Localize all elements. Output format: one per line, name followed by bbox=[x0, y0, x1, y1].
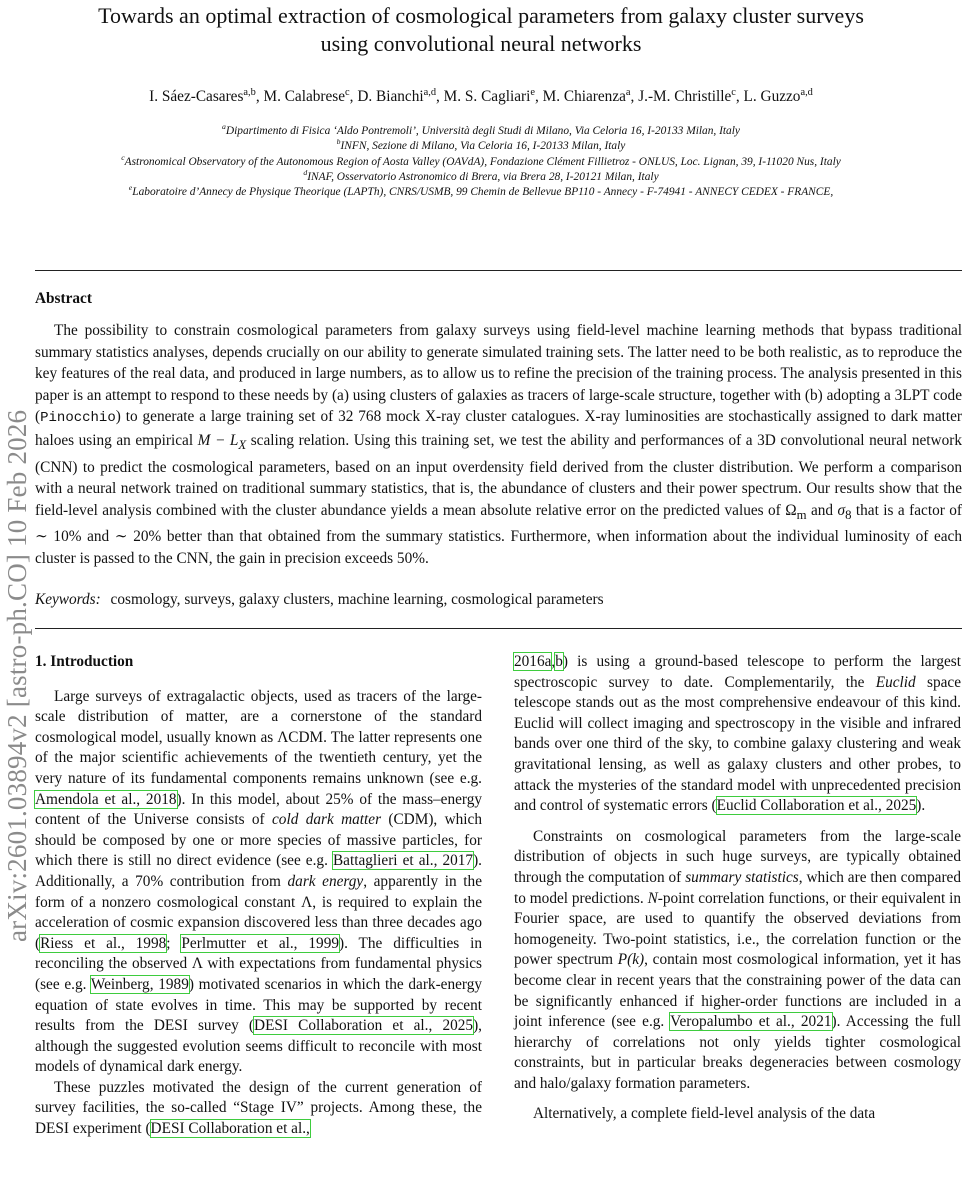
text-run: scaling relation. Using this training set, we test the ability and performances of a 3D convolutional neural network (CNN) to predict the cosmological parameters, based on an input overdensity field derived from the cluster distribution. We perform a comparison with a neural network trained on traditional summary statistics, that is, the abundance of clusters and their power spectrum. Our results show that the field-level analysis combined with the cluster abundance yields a mean absolute relative error on the predicted values of bbox=[35, 431, 962, 519]
text-run: ). In this model, about 25% of the mass–energy content of the Universe consists of bbox=[35, 790, 483, 829]
affiliation-text: INAF, Osservatorio Astronomico di Brera, via Brera 28, I-20121 Milan, Italy bbox=[307, 170, 659, 183]
text-run: Constraints on cosmological parameters from the large-scale distribution of objects in such huge surveys, are typically obtained through the computation of bbox=[514, 827, 961, 886]
abstract-heading: Abstract bbox=[35, 290, 92, 307]
text-run: , contain most cosmological information, yet it has become clear in recent years that the constraining power of the data can be significantly enhanced if higher-order functions are included in a joint inference (see e.g. bbox=[514, 951, 961, 1031]
author: M. Chiarenza bbox=[542, 88, 626, 105]
author-affil-mark: a,b bbox=[243, 86, 256, 98]
paragraph bbox=[514, 652, 961, 817]
affiliation-mark: a bbox=[222, 122, 226, 132]
keywords-text: cosmology, surveys, galaxy clusters, machine learning, cosmological parameters bbox=[110, 591, 604, 608]
math: P(k) bbox=[617, 951, 645, 969]
affiliation-text: Dipartimento di Fisica ‘Aldo Pontremoli’, Università degli Studi di Milano, Via Celoria 16, I-20133 Milan, Italy bbox=[225, 125, 740, 137]
author-affil-mark: c bbox=[345, 86, 350, 98]
text-run: -point correlation functions, or their equivalent in Fourier space, are used to quantify the observed deviations from homogeneity. Two-point statistics, i.e., the correlation function or the power spectrum bbox=[514, 889, 961, 969]
text-run: ). The difficulties in reconciling the observed Λ with expectations from fundamental physics (see e.g. bbox=[35, 934, 482, 993]
text-run: ) motivated scenarios in which the dark-energy equation of state evolves in time. This may be supported by recent results from the DESI survey ( bbox=[35, 975, 482, 1035]
text-run: ) to generate a large training set of 32 768 mock X-ray cluster catalogues. X-ray luminosities are stochastically assigned to dark matter haloes using an empirical bbox=[35, 408, 962, 449]
author-affil-mark: a,d bbox=[800, 86, 813, 98]
keywords bbox=[35, 591, 604, 609]
affiliation-mark: b bbox=[336, 137, 341, 147]
text-run: , which are then compared to model predictions. bbox=[514, 868, 961, 907]
text-run: , bbox=[551, 653, 556, 670]
author: J.-M. Christille bbox=[638, 88, 732, 105]
affiliation bbox=[0, 152, 962, 170]
text-run: ), although the suggested evolution seems difficult to reconcile with most models of dynamical dark energy. bbox=[35, 1017, 482, 1076]
text-run: (CDM), which should be composed by one or more species of massive particles, for which there is still no direct evidence (see e.g. bbox=[35, 811, 482, 870]
citation-link[interactable]: DESI Collaboration et al., 2025 bbox=[254, 1017, 474, 1035]
affiliation-mark: e bbox=[128, 183, 133, 193]
citation-link[interactable]: 2016a bbox=[514, 653, 552, 670]
text-run: , apparently in the form of a nonzero cosmological constant Λ, is required to explain the acceleration of cosmic expansion discovered less than three decades ago ( bbox=[35, 872, 482, 952]
text-run: Alternatively, a complete field-level analysis of the data bbox=[533, 1105, 876, 1123]
author-affil-mark: a bbox=[625, 86, 631, 98]
paragraph-gap bbox=[514, 817, 961, 827]
author: L. Guzzo bbox=[743, 88, 801, 105]
divider-top bbox=[35, 270, 962, 271]
author-affil-mark: e bbox=[530, 86, 535, 98]
citation-link[interactable]: Veropalumbo et al., 2021 bbox=[670, 1013, 832, 1031]
abstract-body bbox=[35, 320, 962, 570]
citation-link[interactable]: Perlmutter et al., 1999 bbox=[181, 934, 339, 952]
math: σ bbox=[837, 501, 846, 519]
author-affil-mark: c bbox=[731, 86, 736, 98]
affiliation-text: Laboratoire d’Annecy de Physique Theorique (LAPTh), CNRS/USMB, 99 Chemin de Bellevue BP110 - Annecy - F-74941 - ANNECY CEDEX - FRANCE, bbox=[132, 186, 834, 199]
affiliation bbox=[0, 185, 962, 200]
right-column bbox=[514, 652, 961, 1125]
affiliation-text: Astronomical Observatory of the Autonomous Region of Aosta Valley (OAVdA), Fondazione Clément Fillietroz - ONLUS, Loc. Lignan, 39, I-11020 Nus, Italy bbox=[124, 155, 841, 168]
text-run: Large surveys of extragalactic objects, used as tracers of the large-scale distribution of matter, are a cornerstone of the standard cosmological model, usually known as ΛCDM. The latter represents one of the major scientific achievements of the twentieth century, yet the very nature of its fundamental components remains unknown (see e.g. bbox=[35, 687, 482, 787]
math: M − L bbox=[197, 431, 239, 449]
author-affil-mark: a,d bbox=[423, 86, 437, 98]
paragraph-gap bbox=[514, 1094, 961, 1104]
text-run: ) is using a ground-based telescope to perform the largest spectroscopic survey to date. Complementarily, the bbox=[514, 653, 961, 691]
title-line-1: Towards an optimal extraction of cosmological parameters from galaxy cluster surveys bbox=[98, 3, 864, 28]
paragraph bbox=[514, 827, 961, 1095]
author-list: I. Sáez-Casares$^{a,b}$, M. Calabrese$^c$, D. Bianchi$^{a,d}$, M. S. Cagliari$^e$, M. Chiarenza$^a$, J.-M. Christille$^c$, L. Guzzo$^{a,d}$ bbox=[149, 86, 813, 105]
abstract-paragraph bbox=[35, 320, 962, 570]
paragraph bbox=[35, 687, 482, 1078]
text-run: that is a factor of ∼ 10% and ∼ 20% better than that obtained from the summary statistics. Furthermore, when information about the individual luminosity of each cluster is passed to the CNN, the gain in precision exceeds 50%. bbox=[35, 501, 962, 568]
math: Ω bbox=[785, 501, 797, 519]
math-sub: 8 bbox=[845, 507, 852, 522]
author: M. Calabrese bbox=[263, 88, 346, 105]
emphasis: cold dark matter bbox=[272, 811, 382, 829]
affiliation-mark: c bbox=[121, 152, 125, 162]
emphasis: Euclid bbox=[875, 673, 916, 691]
text-run: ). Additionally, a 70% contribution from bbox=[35, 852, 482, 890]
affiliation-mark: d bbox=[303, 168, 308, 178]
text-run: ; bbox=[166, 934, 182, 952]
citation-link[interactable]: Euclid Collaboration et al., 2025 bbox=[716, 797, 917, 815]
text-run: ). bbox=[916, 797, 926, 815]
arxiv-stamp bbox=[2, 234, 32, 942]
code-name: Pinocchio bbox=[40, 410, 116, 427]
text-run: space telescope stands out as the most comprehensive endeavour of this kind. Euclid will collect imaging and spectroscopy in the visible and infrared bands over one third of the sky, to combine galaxy clustering and weak gravitational lensing, as well as galaxy clusters and other probes, to attack the mysteries of the standard model with unprecedented precision and control of systematic errors ( bbox=[514, 673, 961, 815]
affiliation-list bbox=[0, 124, 962, 200]
author: I. Sáez-Casares bbox=[149, 88, 244, 105]
author: M. S. Cagliari bbox=[443, 88, 531, 105]
paragraph bbox=[35, 1078, 482, 1140]
left-column bbox=[35, 652, 482, 1140]
affiliation-text: INFN, Sezione di Milano, Via Celoria 16, I-20133 Milan, Italy bbox=[340, 140, 626, 153]
math-sub: X bbox=[238, 438, 247, 453]
text-run: and bbox=[806, 501, 838, 519]
section-heading: 1. Introduction bbox=[35, 653, 134, 670]
emphasis: summary statistics bbox=[685, 868, 799, 886]
citation-link[interactable]: b bbox=[555, 653, 563, 670]
paper-title bbox=[0, 2, 962, 58]
math: N bbox=[647, 889, 658, 907]
arxiv-stamp-text: arXiv:2601.03894v2 [astro-ph.CO] 10 Feb 2026 bbox=[2, 409, 32, 942]
text-run: ). Accessing the full hierarchy of correlations not only yields tighter cosmological constraints, but in particular breaks degeneracies between cosmology and halo/galaxy formation parameters. bbox=[514, 1013, 961, 1092]
math-sub: m bbox=[796, 507, 807, 522]
author: D. Bianchi bbox=[357, 88, 424, 105]
text-run: These puzzles motivated the design of the current generation of survey facilities, the so-called “Stage IV” projects. Among these, the DESI experiment ( bbox=[35, 1078, 482, 1138]
citation-link[interactable]: Riess et al., 1998 bbox=[40, 934, 167, 952]
divider-bottom bbox=[35, 628, 962, 629]
citation-link[interactable]: Weinberg, 1989 bbox=[90, 975, 189, 993]
paragraph bbox=[514, 1104, 961, 1125]
citation-link[interactable]: DESI Collaboration et al., bbox=[150, 1120, 310, 1138]
keywords-label: Keywords: bbox=[35, 591, 101, 608]
emphasis: dark energy bbox=[287, 872, 364, 890]
citation-link[interactable]: Battaglieri et al., 2017 bbox=[332, 852, 474, 870]
citation-link[interactable]: Amendola et al., 2018 bbox=[35, 790, 177, 808]
affiliation bbox=[0, 124, 962, 139]
affiliation bbox=[0, 139, 962, 154]
affiliation bbox=[0, 170, 962, 185]
text-run: The possibility to constrain cosmological parameters from galaxy surveys using field-level machine learning methods that bypass traditional summary statistics analyses, depends crucially on our ability to generate simulated training sets. The latter need to be both realistic, as to reproduce the key features of the real data, and produced in large numbers, as to allow us to refine the precision of the training process. The analysis presented in this paper is an attempt to respond to these needs by (a) using clusters of galaxies as tracers of large-scale structure, together with (b) adopting a 3LPT code ( bbox=[35, 322, 962, 426]
title-line-2: using convolutional neural networks bbox=[320, 31, 642, 56]
